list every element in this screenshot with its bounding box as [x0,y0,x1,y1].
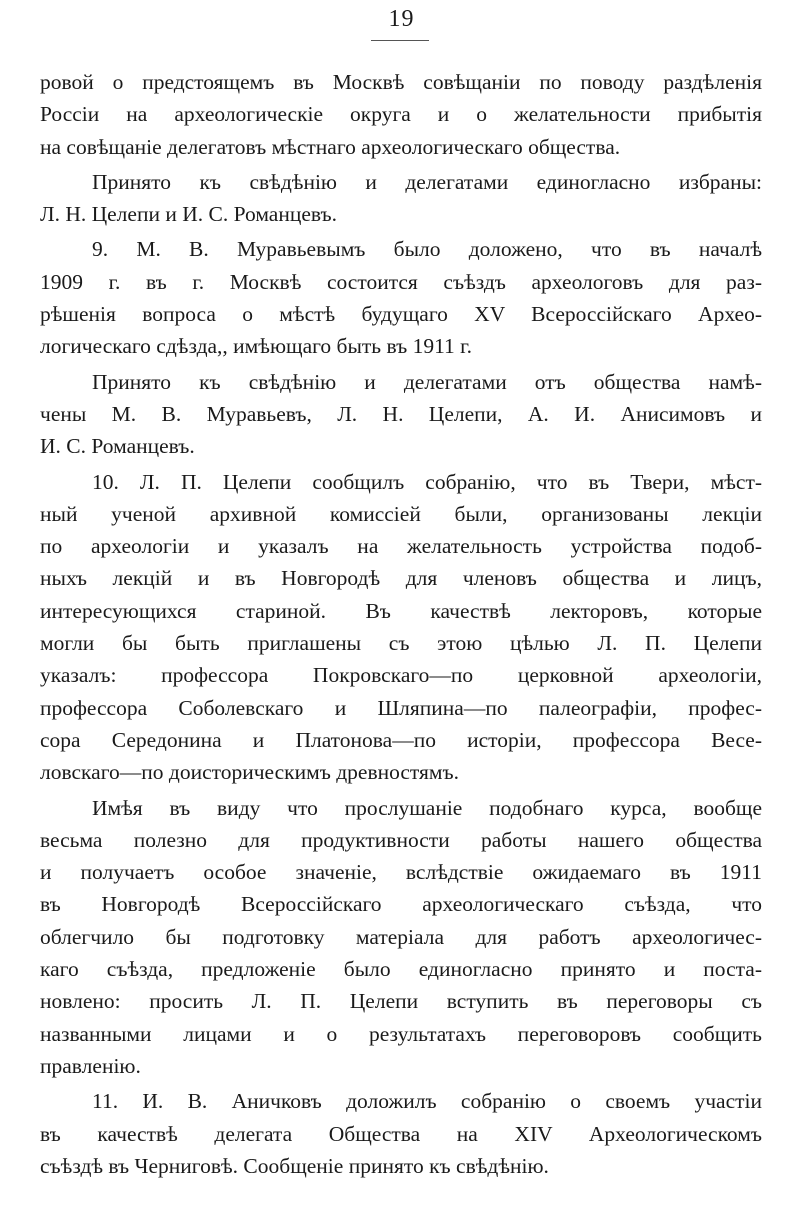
paragraph [40,366,762,463]
text-line: 9. М. В. Муравьевымъ было доложено, что въ началѣ [92,237,762,262]
text-line: Россіи на археологическіе округа и о желательности прибытія [40,102,762,127]
text-line: логическаго сдѣзда,, имѣющаго быть въ 1911 г. [40,334,472,359]
text-line: ныхъ лекцій и въ Новгородѣ для членовъ общества и лицъ, [40,566,762,591]
text-line: правленію. [40,1053,141,1078]
text-line: съѣздѣ въ Черниговѣ. Сообщеніе принято къ свѣдѣнію. [40,1153,549,1178]
paragraph [40,466,762,789]
text-line: И. С. Романцевъ. [40,434,195,459]
text-line: чены М. В. Муравьевъ, Л. Н. Целепи, А. И. Анисимовъ и [40,401,762,426]
text-line: Принято къ свѣдѣнію и делегатами отъ общества намѣ- [92,369,762,394]
paragraph [40,233,762,362]
text-line: новлено: просить Л. П. Целепи вступить въ переговоры съ [40,989,762,1014]
text-line: ровой о предстоящемъ въ Москвѣ совѣщаніи по поводу раздѣленія [40,70,762,94]
text-line: названными лицами и о результатахъ переговоровъ сообщить [40,1021,762,1046]
page-number: 19 [388,6,415,32]
text-line: профессора Соболевскаго и Шляпина—по палеографіи, профес- [40,695,762,720]
text-line: 11. И. В. Аничковъ доложилъ собранію о своемъ участіи [92,1089,762,1114]
text-line: весьма полезно для продуктивности работы нашего общества [40,827,762,852]
text-line: могли бы быть приглашены съ этою цѣлью Л. П. Целепи [40,631,762,656]
text-line: по археологіи и указалъ на желательность устройства подоб- [40,534,762,559]
paragraph [40,792,762,1083]
text-line: Имѣя въ виду что прослушаніе подобнаго курса, вообще [92,795,762,820]
paragraph [40,66,762,163]
text-line: облегчило бы подготовку матеріала для работъ археологичес- [40,924,762,949]
text-line: ный ученой архивной комиссіей были, организованы лекціи [40,501,762,526]
text-line: 10. Л. П. Целепи сообщилъ собранію, что въ Твери, мѣст- [92,469,762,494]
text-line: на совѣщаніе делегатовъ мѣстнаго археологическаго общества. [40,134,621,159]
text-line: рѣшенія вопроса о мѣстѣ будущаго XV Всероссійскаго Архео- [40,302,762,327]
body-text [40,66,762,1182]
text-line: въ Новгородѣ Всероссійскаго археологическаго съѣзда, что [40,892,762,917]
text-line: и получаетъ особое значеніе, вслѣдствіе ожидаемаго въ 1911 [40,860,762,885]
paragraph [40,166,762,231]
text-line: ловскаго—по доисторическимъ древностямъ. [40,760,460,785]
text-line: Принято къ свѣдѣнію и делегатами единогласно избраны: [92,169,762,194]
text-line: 1909 г. въ г. Москвѣ состоится съѣздъ археологовъ для раз- [40,269,762,294]
text-line: каго съѣзда, предложеніе было единогласно принято и поста- [40,957,762,982]
text-line: сора Середонина и Платонова—по исторіи, профессора Весе- [40,727,762,752]
text-line: указалъ: профессора Покровскаго—по церковной археологіи, [40,663,762,688]
header-rule [371,40,429,41]
paragraph [40,1085,762,1182]
text-line: интересующихся стариной. Въ качествѣ лекторовъ, которые [40,598,762,623]
text-line: въ качествѣ делегата Общества на XIV Археологическомъ [40,1121,762,1146]
text-line: Л. Н. Целепи и И. С. Романцевъ. [40,202,338,227]
